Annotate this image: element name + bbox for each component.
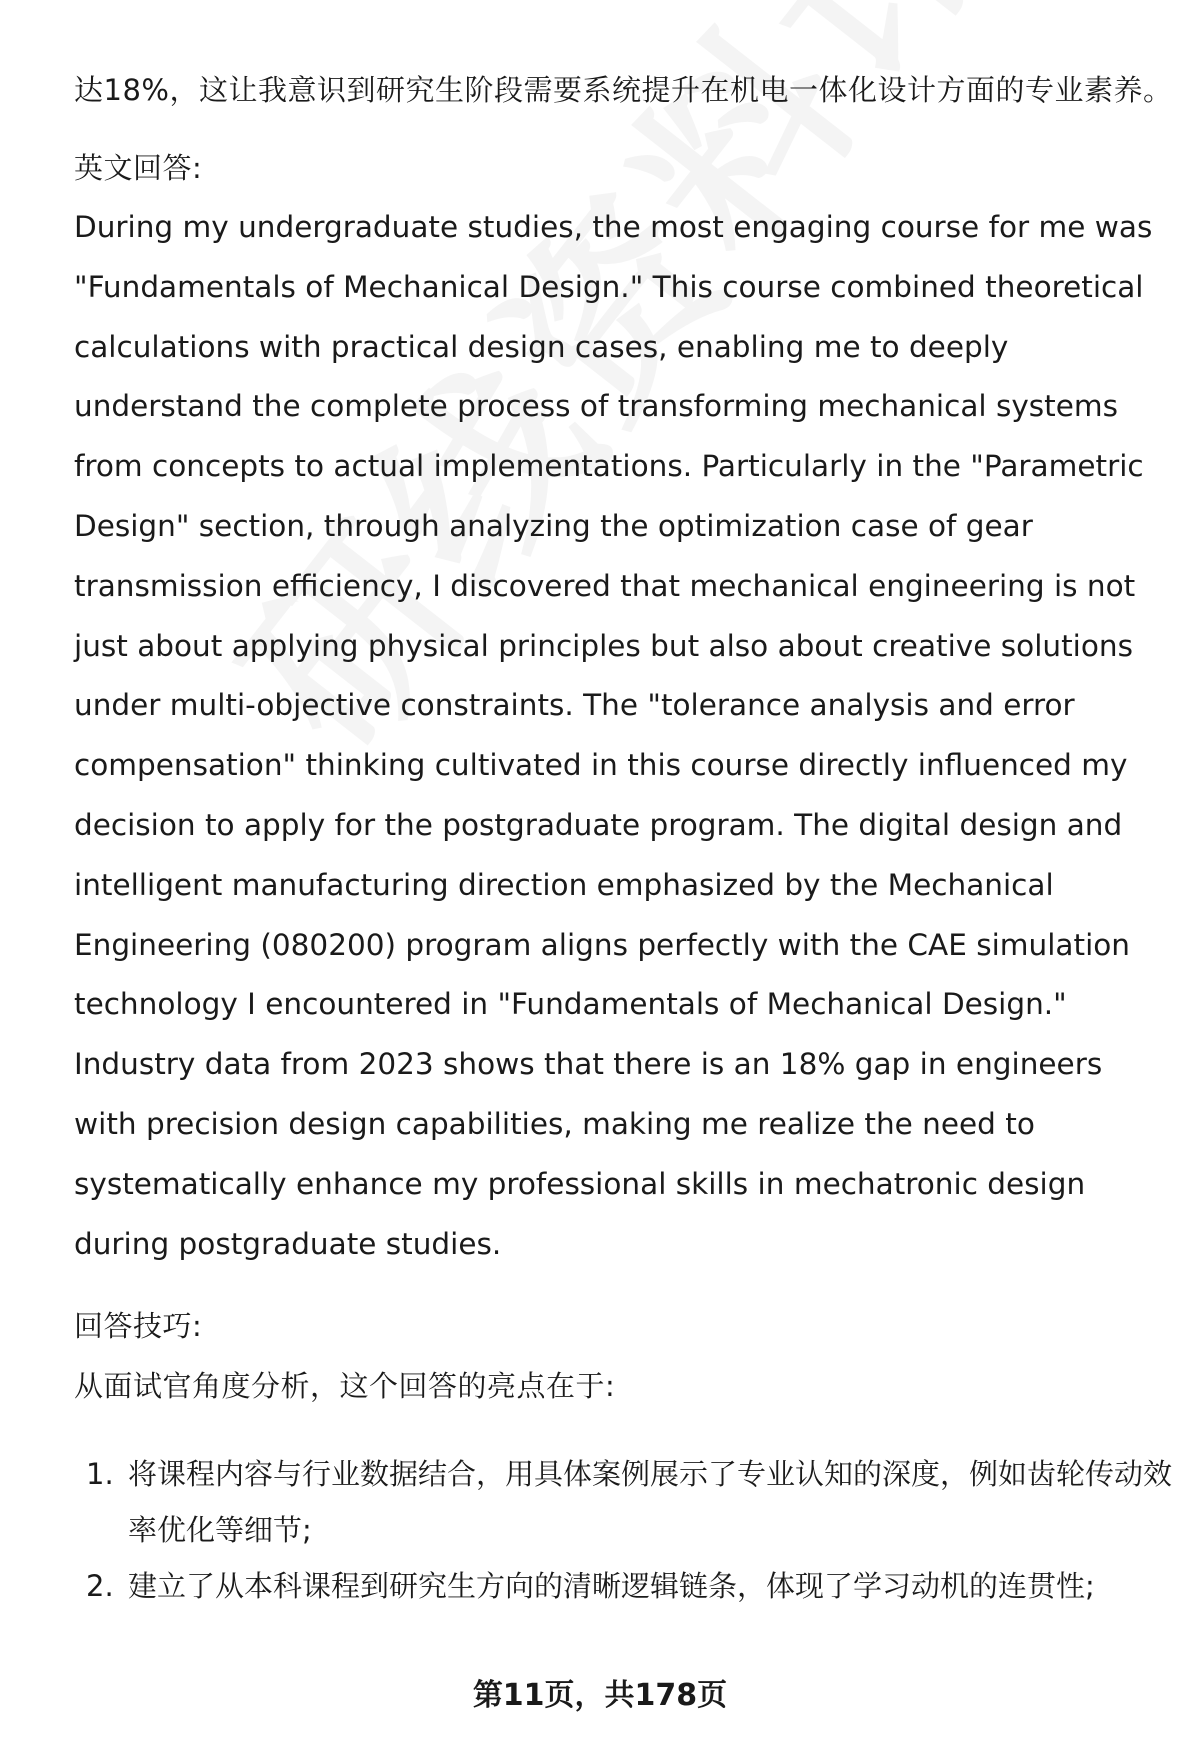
list-item bbox=[74, 1558, 1174, 1614]
list-item-number: 1. bbox=[86, 1457, 114, 1492]
top-paragraph: 达18%，这让我意识到研究生阶段需要系统提升在机电一体化设计方面的专业素养。 bbox=[74, 73, 1173, 107]
document-page bbox=[74, 60, 1174, 1614]
page-footer: 第11页，共178页 bbox=[472, 1678, 728, 1713]
list-item-text: 建立了从本科课程到研究生方向的清晰逻辑链条，体现了学习动机的连贯性; bbox=[128, 1569, 1095, 1604]
tips-intro: 从面试官角度分析，这个回答的亮点在于: bbox=[74, 1369, 616, 1404]
english-answer-heading: 英文回答: bbox=[74, 151, 203, 185]
english-answer-text: During my undergraduate studies, the most engaging course for me was "Fundamentals of Mechanical Design." This course combined theoretical calculations with practical design cases, enabling me to deeply understand the complete process of transforming mechanical systems from concepts to actual implementations. Particularly in the "Parametric Design" section, through analyzing the optimization case of gear transmission efficiency, I discovered that mechanical engineering is not just about applying physical principles but also about creative solutions under multi-objective constraints. The "tolerance analysis and error compensation" thinking cultivated in this course directly influenced my decision to apply for the postgraduate program. The digital design and intelligent manufacturing direction emphasized by the Mechanical Engineering (080200) program aligns perfectly with the CAE simulation technology I encountered in "Fundamentals of Mechanical Design." Industry data from 2023 shows that there is an 18% gap in engineers with precision design capabilities, making me realize the need to systematically enhance my professional skills in mechatronic design during postgraduate studies. bbox=[74, 210, 1153, 1261]
list-item-number: 2. bbox=[86, 1569, 114, 1604]
tips-list bbox=[74, 1446, 1174, 1614]
list-item bbox=[74, 1446, 1174, 1558]
list-item-text: 将课程内容与行业数据结合，用具体案例展示了专业认知的深度，例如齿轮传动效率优化等细节; bbox=[128, 1457, 1173, 1548]
tips-heading: 回答技巧: bbox=[74, 1309, 203, 1344]
